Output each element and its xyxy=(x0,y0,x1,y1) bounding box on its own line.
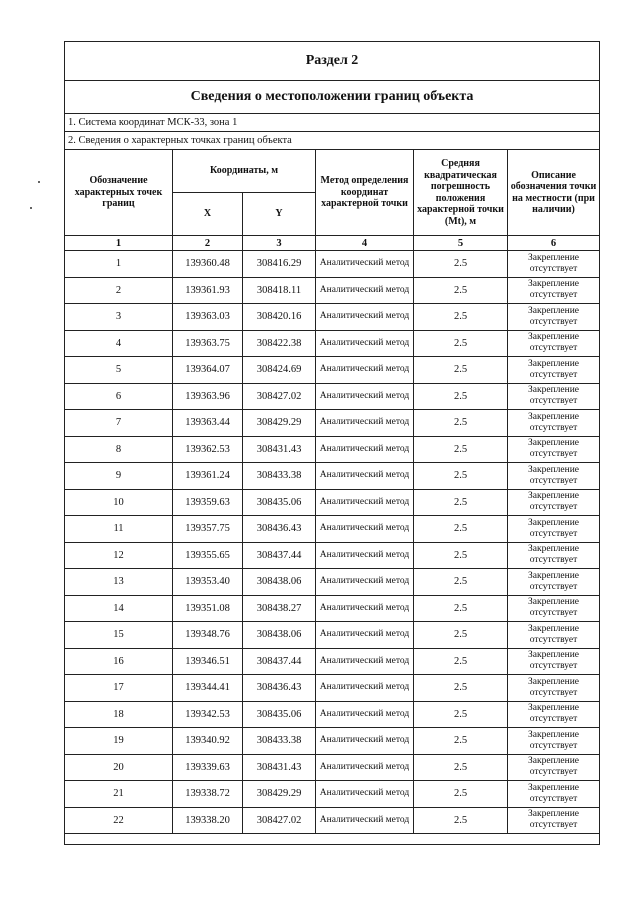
description-cell: Закрепление отсутствует xyxy=(508,489,600,516)
point-number-cell: 12 xyxy=(65,542,173,569)
method-cell: Аналитический метод xyxy=(316,781,414,808)
table-row xyxy=(65,516,600,543)
document-page xyxy=(64,41,599,845)
y-coordinate-cell: 308418.11 xyxy=(243,277,316,304)
section-heading: Раздел 2 xyxy=(65,42,600,81)
y-coordinate-cell: 308436.43 xyxy=(243,516,316,543)
accuracy-cell: 2.5 xyxy=(414,781,508,808)
table-row xyxy=(65,410,600,437)
column-number: 5 xyxy=(414,236,508,251)
description-cell: Закрепление отсутствует xyxy=(508,516,600,543)
point-number-cell: 10 xyxy=(65,489,173,516)
method-cell: Аналитический метод xyxy=(316,516,414,543)
x-coordinate-cell: 139360.48 xyxy=(173,251,243,278)
accuracy-cell: 2.5 xyxy=(414,622,508,649)
x-coordinate-cell: 139340.92 xyxy=(173,728,243,755)
table-row xyxy=(65,489,600,516)
accuracy-cell: 2.5 xyxy=(414,304,508,331)
x-coordinate-cell: 139363.44 xyxy=(173,410,243,437)
accuracy-cell: 2.5 xyxy=(414,728,508,755)
description-cell: Закрепление отсутствует xyxy=(508,304,600,331)
x-coordinate-cell: 139364.07 xyxy=(173,357,243,384)
method-cell: Аналитический метод xyxy=(316,489,414,516)
x-coordinate-cell: 139355.65 xyxy=(173,542,243,569)
x-coordinate-cell: 139357.75 xyxy=(173,516,243,543)
accuracy-cell: 2.5 xyxy=(414,595,508,622)
method-cell: Аналитический метод xyxy=(316,251,414,278)
accuracy-cell: 2.5 xyxy=(414,251,508,278)
x-coordinate-cell: 139353.40 xyxy=(173,569,243,596)
point-number-cell: 2 xyxy=(65,277,173,304)
description-cell: Закрепление отсутствует xyxy=(508,675,600,702)
y-coordinate-cell: 308437.44 xyxy=(243,648,316,675)
x-coordinate-cell: 139339.63 xyxy=(173,754,243,781)
description-cell: Закрепление отсутствует xyxy=(508,728,600,755)
table-row xyxy=(65,277,600,304)
y-coordinate-cell: 308438.27 xyxy=(243,595,316,622)
table-row xyxy=(65,648,600,675)
method-cell: Аналитический метод xyxy=(316,410,414,437)
x-coordinate-cell: 139363.03 xyxy=(173,304,243,331)
table-row xyxy=(65,330,600,357)
accuracy-cell: 2.5 xyxy=(414,754,508,781)
point-number-cell: 1 xyxy=(65,251,173,278)
description-cell: Закрепление отсутствует xyxy=(508,648,600,675)
boundary-points-table xyxy=(64,41,600,845)
method-cell: Аналитический метод xyxy=(316,807,414,834)
method-cell: Аналитический метод xyxy=(316,701,414,728)
point-number-cell: 5 xyxy=(65,357,173,384)
description-cell: Закрепление отсутствует xyxy=(508,781,600,808)
point-number-cell: 8 xyxy=(65,436,173,463)
y-coordinate-cell: 308429.29 xyxy=(243,781,316,808)
header-point: Обозначение характерных точек границ xyxy=(65,150,173,236)
description-cell: Закрепление отсутствует xyxy=(508,622,600,649)
point-number-cell: 20 xyxy=(65,754,173,781)
table-row xyxy=(65,436,600,463)
table-end-row xyxy=(65,834,600,845)
accuracy-cell: 2.5 xyxy=(414,569,508,596)
method-cell: Аналитический метод xyxy=(316,595,414,622)
y-coordinate-cell: 308429.29 xyxy=(243,410,316,437)
y-coordinate-cell: 308435.06 xyxy=(243,489,316,516)
y-coordinate-cell: 308436.43 xyxy=(243,675,316,702)
accuracy-cell: 2.5 xyxy=(414,463,508,490)
scan-speck xyxy=(30,207,32,209)
x-coordinate-cell: 139361.93 xyxy=(173,277,243,304)
x-coordinate-cell: 139359.63 xyxy=(173,489,243,516)
x-coordinate-cell: 139348.76 xyxy=(173,622,243,649)
point-number-cell: 16 xyxy=(65,648,173,675)
method-cell: Аналитический метод xyxy=(316,675,414,702)
accuracy-cell: 2.5 xyxy=(414,410,508,437)
column-number: 1 xyxy=(65,236,173,251)
table-row xyxy=(65,675,600,702)
point-number-cell: 17 xyxy=(65,675,173,702)
description-cell: Закрепление отсутствует xyxy=(508,357,600,384)
description-cell: Закрепление отсутствует xyxy=(508,436,600,463)
method-cell: Аналитический метод xyxy=(316,463,414,490)
description-cell: Закрепление отсутствует xyxy=(508,701,600,728)
page-title: Сведения о местоположении границ объекта xyxy=(65,81,600,114)
point-number-cell: 6 xyxy=(65,383,173,410)
table-row xyxy=(65,728,600,755)
y-coordinate-cell: 308435.06 xyxy=(243,701,316,728)
scan-speck xyxy=(38,181,40,183)
y-coordinate-cell: 308427.02 xyxy=(243,807,316,834)
method-cell: Аналитический метод xyxy=(316,357,414,384)
description-cell: Закрепление отсутствует xyxy=(508,383,600,410)
accuracy-cell: 2.5 xyxy=(414,675,508,702)
table-row xyxy=(65,781,600,808)
y-coordinate-cell: 308420.16 xyxy=(243,304,316,331)
accuracy-cell: 2.5 xyxy=(414,807,508,834)
accuracy-cell: 2.5 xyxy=(414,357,508,384)
description-cell: Закрепление отсутствует xyxy=(508,807,600,834)
y-coordinate-cell: 308431.43 xyxy=(243,754,316,781)
x-coordinate-cell: 139351.08 xyxy=(173,595,243,622)
table-row xyxy=(65,383,600,410)
method-cell: Аналитический метод xyxy=(316,304,414,331)
point-number-cell: 13 xyxy=(65,569,173,596)
point-number-cell: 7 xyxy=(65,410,173,437)
x-coordinate-cell: 139363.96 xyxy=(173,383,243,410)
x-coordinate-cell: 139344.41 xyxy=(173,675,243,702)
header-coords: Координаты, м xyxy=(173,150,316,193)
y-coordinate-cell: 308422.38 xyxy=(243,330,316,357)
point-number-cell: 15 xyxy=(65,622,173,649)
table-row xyxy=(65,754,600,781)
header-description: Описание обозначения точки на местности (при наличии) xyxy=(508,150,600,236)
column-number: 4 xyxy=(316,236,414,251)
table-row xyxy=(65,622,600,649)
y-coordinate-cell: 308438.06 xyxy=(243,569,316,596)
point-number-cell: 14 xyxy=(65,595,173,622)
method-cell: Аналитический метод xyxy=(316,622,414,649)
accuracy-cell: 2.5 xyxy=(414,701,508,728)
table-row xyxy=(65,807,600,834)
table-row xyxy=(65,357,600,384)
accuracy-cell: 2.5 xyxy=(414,330,508,357)
method-cell: Аналитический метод xyxy=(316,648,414,675)
table-row xyxy=(65,701,600,728)
table-subtitle: 2. Сведения о характерных точках границ объекта xyxy=(65,132,600,150)
point-number-cell: 4 xyxy=(65,330,173,357)
description-cell: Закрепление отсутствует xyxy=(508,330,600,357)
y-coordinate-cell: 308427.02 xyxy=(243,383,316,410)
header-accuracy: Средняя квадратическая погрешность положения характерной точки (Mt), м xyxy=(414,150,508,236)
point-number-cell: 18 xyxy=(65,701,173,728)
description-cell: Закрепление отсутствует xyxy=(508,463,600,490)
x-coordinate-cell: 139361.24 xyxy=(173,463,243,490)
y-coordinate-cell: 308416.29 xyxy=(243,251,316,278)
description-cell: Закрепление отсутствует xyxy=(508,595,600,622)
table-row xyxy=(65,251,600,278)
y-coordinate-cell: 308438.06 xyxy=(243,622,316,649)
description-cell: Закрепление отсутствует xyxy=(508,542,600,569)
description-cell: Закрепление отсутствует xyxy=(508,754,600,781)
table-row xyxy=(65,595,600,622)
header-method: Метод определения координат характерной точки xyxy=(316,150,414,236)
accuracy-cell: 2.5 xyxy=(414,516,508,543)
method-cell: Аналитический метод xyxy=(316,383,414,410)
point-number-cell: 19 xyxy=(65,728,173,755)
method-cell: Аналитический метод xyxy=(316,728,414,755)
y-coordinate-cell: 308433.38 xyxy=(243,728,316,755)
accuracy-cell: 2.5 xyxy=(414,542,508,569)
description-cell: Закрепление отсутствует xyxy=(508,277,600,304)
y-coordinate-cell: 308437.44 xyxy=(243,542,316,569)
description-cell: Закрепление отсутствует xyxy=(508,410,600,437)
y-coordinate-cell: 308433.38 xyxy=(243,463,316,490)
table-row xyxy=(65,304,600,331)
method-cell: Аналитический метод xyxy=(316,330,414,357)
x-coordinate-cell: 139346.51 xyxy=(173,648,243,675)
y-coordinate-cell: 308431.43 xyxy=(243,436,316,463)
accuracy-cell: 2.5 xyxy=(414,277,508,304)
method-cell: Аналитический метод xyxy=(316,754,414,781)
y-coordinate-cell: 308424.69 xyxy=(243,357,316,384)
method-cell: Аналитический метод xyxy=(316,542,414,569)
point-number-cell: 21 xyxy=(65,781,173,808)
table-row xyxy=(65,463,600,490)
accuracy-cell: 2.5 xyxy=(414,436,508,463)
empty-cell xyxy=(65,834,600,845)
x-coordinate-cell: 139338.20 xyxy=(173,807,243,834)
accuracy-cell: 2.5 xyxy=(414,383,508,410)
point-number-cell: 11 xyxy=(65,516,173,543)
point-number-cell: 3 xyxy=(65,304,173,331)
column-number: 2 xyxy=(173,236,243,251)
method-cell: Аналитический метод xyxy=(316,569,414,596)
table-row xyxy=(65,569,600,596)
x-coordinate-cell: 139338.72 xyxy=(173,781,243,808)
accuracy-cell: 2.5 xyxy=(414,489,508,516)
point-number-cell: 9 xyxy=(65,463,173,490)
coord-system-line: 1. Система координат МСК-33, зона 1 xyxy=(65,114,600,132)
table-row xyxy=(65,542,600,569)
column-numbers-row xyxy=(65,236,600,251)
header-y: Y xyxy=(243,193,316,236)
x-coordinate-cell: 139363.75 xyxy=(173,330,243,357)
point-number-cell: 22 xyxy=(65,807,173,834)
description-cell: Закрепление отсутствует xyxy=(508,251,600,278)
column-number: 6 xyxy=(508,236,600,251)
description-cell: Закрепление отсутствует xyxy=(508,569,600,596)
method-cell: Аналитический метод xyxy=(316,277,414,304)
column-number: 3 xyxy=(243,236,316,251)
method-cell: Аналитический метод xyxy=(316,436,414,463)
x-coordinate-cell: 139342.53 xyxy=(173,701,243,728)
x-coordinate-cell: 139362.53 xyxy=(173,436,243,463)
header-x: X xyxy=(173,193,243,236)
accuracy-cell: 2.5 xyxy=(414,648,508,675)
